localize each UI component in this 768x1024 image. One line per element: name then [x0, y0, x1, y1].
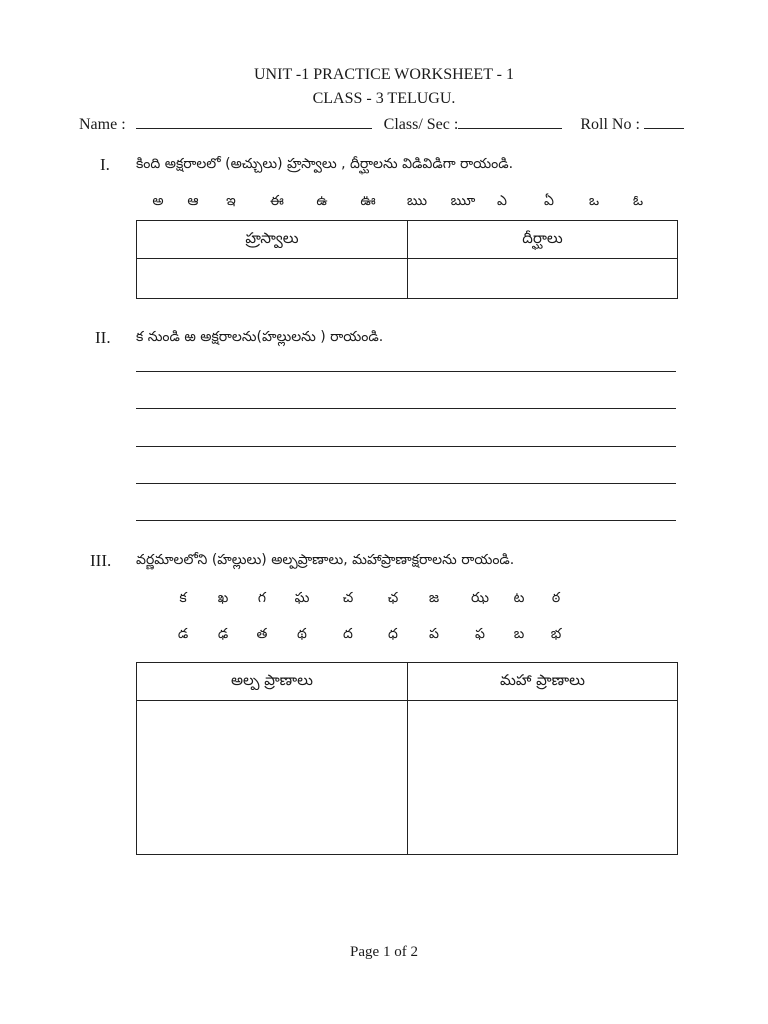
letter: ఢ — [217, 626, 229, 642]
letter: త — [256, 626, 268, 642]
letter: ఊ — [360, 193, 376, 209]
letter: ఖ — [217, 590, 229, 606]
letter: ఎ — [497, 193, 507, 209]
q3-consonant-row-2 — [0, 626, 768, 646]
letter: క — [179, 590, 187, 606]
letter: ద — [343, 626, 353, 642]
class-sec-label: Class/ Sec : — [383, 116, 459, 133]
q1-vowel-list — [0, 193, 768, 213]
answer-line[interactable] — [136, 483, 676, 484]
letter: ఒ — [588, 193, 600, 209]
letter: ఫ — [475, 626, 485, 642]
q3-table — [136, 662, 678, 855]
q1-answer-cell-1[interactable] — [137, 259, 408, 299]
answer-line[interactable] — [136, 408, 676, 409]
letter: గ — [257, 590, 267, 606]
letter: భ — [550, 626, 562, 642]
letter: ఠ — [551, 590, 561, 606]
roll-no-blank[interactable] — [644, 114, 684, 129]
q1-answer-cell-2[interactable] — [408, 259, 678, 299]
letter: జ — [428, 590, 440, 606]
q3-answer-cell-1[interactable] — [137, 701, 408, 855]
answer-line[interactable] — [136, 520, 676, 521]
letter: ట — [513, 590, 525, 606]
letter: ఈ — [270, 193, 284, 209]
letter: డ — [177, 626, 189, 642]
q3-col-alpa-pranalu: అల్ప ప్రాణాలు — [137, 663, 408, 701]
q3-col-maha-pranalu: మహా ప్రాణాలు — [408, 663, 678, 701]
letter: ౠ — [450, 193, 476, 209]
letter: ఉ — [316, 193, 328, 209]
q1-text: కింది అక్షరాలలో (అచ్చులు) హ్రస్వాలు , దీర్ఘాలను విడివిడిగా రాయండి. — [136, 156, 514, 172]
answer-line[interactable] — [136, 446, 676, 447]
roll-no-label: Roll No : — [580, 116, 640, 133]
letter: ఘ — [294, 590, 310, 606]
letter: చ — [342, 590, 354, 606]
q3-answer-cell-2[interactable] — [408, 701, 678, 855]
letter: ఏ — [544, 193, 554, 209]
q1-col-deerghalu: దీర్ఘాలు — [408, 221, 678, 259]
name-label: Name : — [79, 116, 126, 133]
letter: ధ — [388, 626, 398, 642]
answer-line[interactable] — [136, 371, 676, 372]
letter: అ — [152, 193, 164, 209]
q3-text: వర్ణమాలలోని (హల్లులు) అల్పప్రాణాలు, మహాప్రాణాక్షరాలను రాయండి. — [136, 552, 515, 568]
q1-table — [136, 220, 678, 299]
q1-col-hrasvalu: హ్రస్వాలు — [137, 221, 408, 259]
letter: ఝ — [470, 590, 490, 606]
page-number: Page 1 of 2 — [350, 944, 418, 960]
letter: ఛ — [387, 590, 399, 606]
letter: ఇ — [226, 193, 236, 209]
name-blank[interactable] — [136, 114, 372, 129]
class-subtitle: CLASS - 3 TELUGU. — [312, 90, 456, 107]
letter: ఋ — [406, 193, 428, 209]
letter: ఓ — [632, 193, 644, 209]
q3-consonant-row-1 — [0, 590, 768, 610]
class-sec-blank[interactable] — [458, 114, 562, 129]
q2-text: క నుండి ఱ అక్షరాలను(హల్లులను ) రాయండి. — [136, 329, 384, 345]
letter: ఆ — [187, 193, 199, 209]
letter: బ — [513, 626, 525, 642]
letter: థ — [297, 626, 307, 642]
q1-numeral: I. — [100, 155, 110, 174]
worksheet-title: UNIT -1 PRACTICE WORKSHEET - 1 — [254, 66, 514, 83]
letter: ప — [429, 626, 439, 642]
student-info-row — [79, 114, 684, 134]
q2-numeral: II. — [95, 328, 111, 347]
q3-numeral: III. — [90, 551, 112, 570]
